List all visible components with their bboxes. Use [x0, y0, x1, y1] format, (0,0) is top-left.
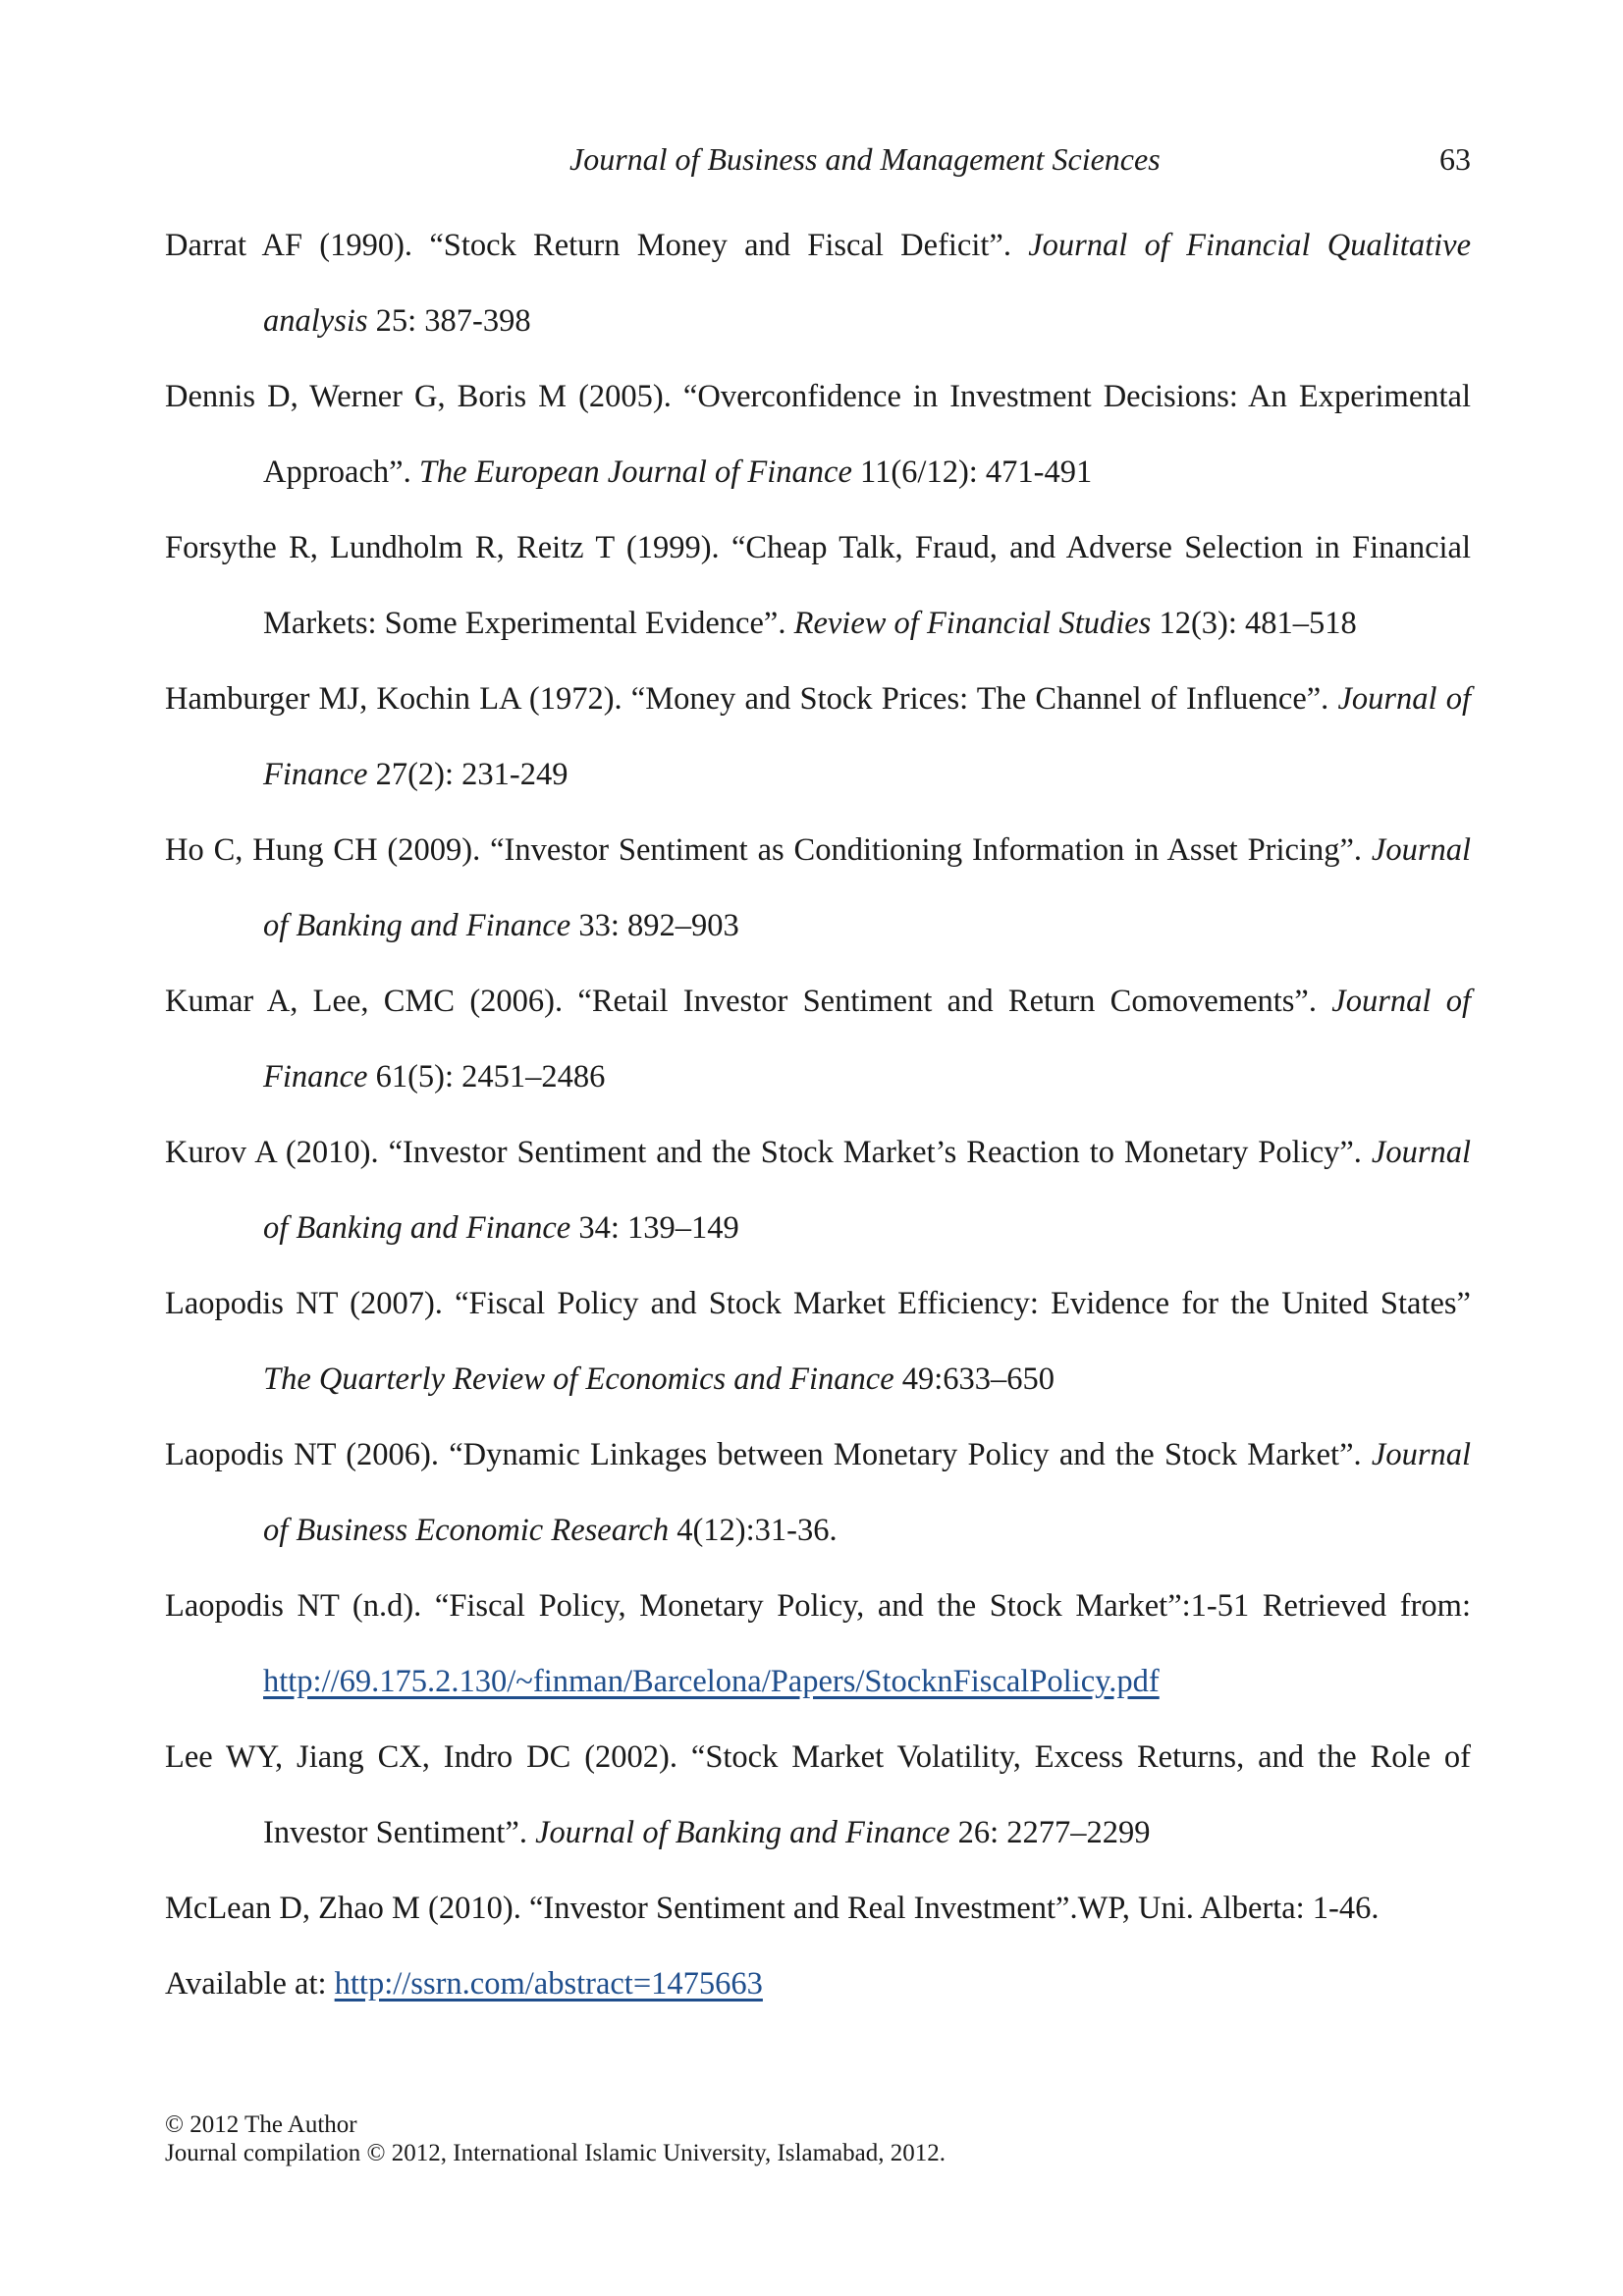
available-label: Available at: [165, 1966, 335, 2002]
reference-source: Journal of Banking and Finance [535, 1815, 950, 1850]
reference-text: Forsythe R, Lundholm R, Reitz T (1999). “Cheap Talk, Fraud, and Adverse Selection in Financial Markets: Some Experimental Evidence”. [165, 530, 1471, 641]
reference-source: Journal of Banking and Finance [263, 832, 1471, 943]
reference-details: 49:633–650 [893, 1362, 1055, 1397]
reference-kumar-2006 [165, 964, 1471, 1115]
reference-source: The European Journal of Finance [418, 454, 852, 490]
reference-details: 26: 2277–2299 [949, 1815, 1151, 1850]
reference-text: McLean D, Zhao M (2010). “Investor Sentiment and Real Investment”.WP, Uni. Alberta: 1-46. [165, 1891, 1380, 1926]
reference-darrat-1990 [165, 208, 1471, 359]
ssrn-link[interactable]: http://ssrn.com/abstract=1475663 [334, 1966, 763, 2002]
copyright-line: © 2012 The Author [165, 2111, 357, 2138]
reference-list [165, 208, 1471, 2022]
reference-source: Journal of Finance [263, 681, 1471, 792]
reference-text: Kurov A (2010). “Investor Sentiment and the Stock Market’s Reaction to Monetary Policy”. [165, 1135, 1372, 1170]
reference-source: Journal of Financial Qualitative analysis [263, 228, 1471, 339]
reference-text: Dennis D, Werner G, Boris M (2005). “Overconfidence in Investment Decisions: An Experimental Approach”. [165, 379, 1471, 490]
reference-details: 4(12):31-36. [669, 1513, 838, 1548]
reference-source: Journal of Banking and Finance [263, 1135, 1471, 1246]
reference-text: Hamburger MJ, Kochin LA (1972). “Money and Stock Prices: The Channel of Influence”. [165, 681, 1338, 717]
reference-source: Review of Financial Studies [793, 606, 1152, 641]
reference-kurov-2010 [165, 1115, 1471, 1266]
reference-dennis-2005 [165, 359, 1471, 510]
reference-text: Darrat AF (1990). “Stock Return Money and Fiscal Deficit”. [165, 228, 1029, 263]
reference-ho-2009 [165, 813, 1471, 964]
reference-source: Journal of Business Economic Research [263, 1437, 1471, 1548]
journal-title: Journal of Business and Management Sciences [569, 141, 1161, 177]
reference-details: 27(2): 231-249 [367, 757, 568, 792]
reference-details: 11(6/12): 471-491 [851, 454, 1093, 490]
page-number: 63 [1439, 141, 1471, 177]
reference-link[interactable]: http://69.175.2.130/~finman/Barcelona/Papers/StocknFiscalPolicy.pdf [263, 1664, 1160, 1699]
reference-details: 12(3): 481–518 [1151, 606, 1357, 641]
reference-details: 34: 139–149 [570, 1210, 739, 1246]
reference-mclean-2010 [165, 1871, 1471, 1947]
reference-laopodis-nd [165, 1569, 1471, 1720]
compilation-line: Journal compilation © 2012, International Islamic University, Islamabad, 2012. [165, 2140, 946, 2166]
page-footer [165, 2110, 1471, 2167]
reference-laopodis-2007 [165, 1266, 1471, 1417]
reference-details: 33: 892–903 [570, 908, 739, 943]
reference-hamburger-1972 [165, 662, 1471, 813]
reference-text: Kumar A, Lee, CMC (2006). “Retail Investor Sentiment and Return Comovements”. [165, 984, 1332, 1019]
reference-details: 25: 387-398 [367, 303, 531, 339]
reference-text: Lee WY, Jiang CX, Indro DC (2002). “Stock Market Volatility, Excess Returns, and the Role of Investor Sentiment”. [165, 1739, 1471, 1850]
reference-lee-2002 [165, 1720, 1471, 1871]
available-at-line [165, 1947, 1471, 2022]
reference-text: Laopodis NT (2007). “Fiscal Policy and Stock Market Efficiency: Evidence for the United States” [165, 1286, 1471, 1321]
reference-source: The Quarterly Review of Economics and Finance [263, 1362, 894, 1397]
page-header [165, 134, 1471, 184]
reference-text: Laopodis NT (2006). “Dynamic Linkages between Monetary Policy and the Stock Market”. [165, 1437, 1372, 1472]
reference-forsythe-1999 [165, 510, 1471, 662]
reference-source: Journal of Finance [263, 984, 1471, 1095]
reference-text: Laopodis NT (n.d). “Fiscal Policy, Monetary Policy, and the Stock Market”:1-51 Retrieved from: [165, 1588, 1471, 1624]
reference-text: Ho C, Hung CH (2009). “Investor Sentiment as Conditioning Information in Asset Pricing”. [165, 832, 1372, 868]
reference-laopodis-2006 [165, 1417, 1471, 1569]
reference-details: 61(5): 2451–2486 [367, 1059, 606, 1095]
